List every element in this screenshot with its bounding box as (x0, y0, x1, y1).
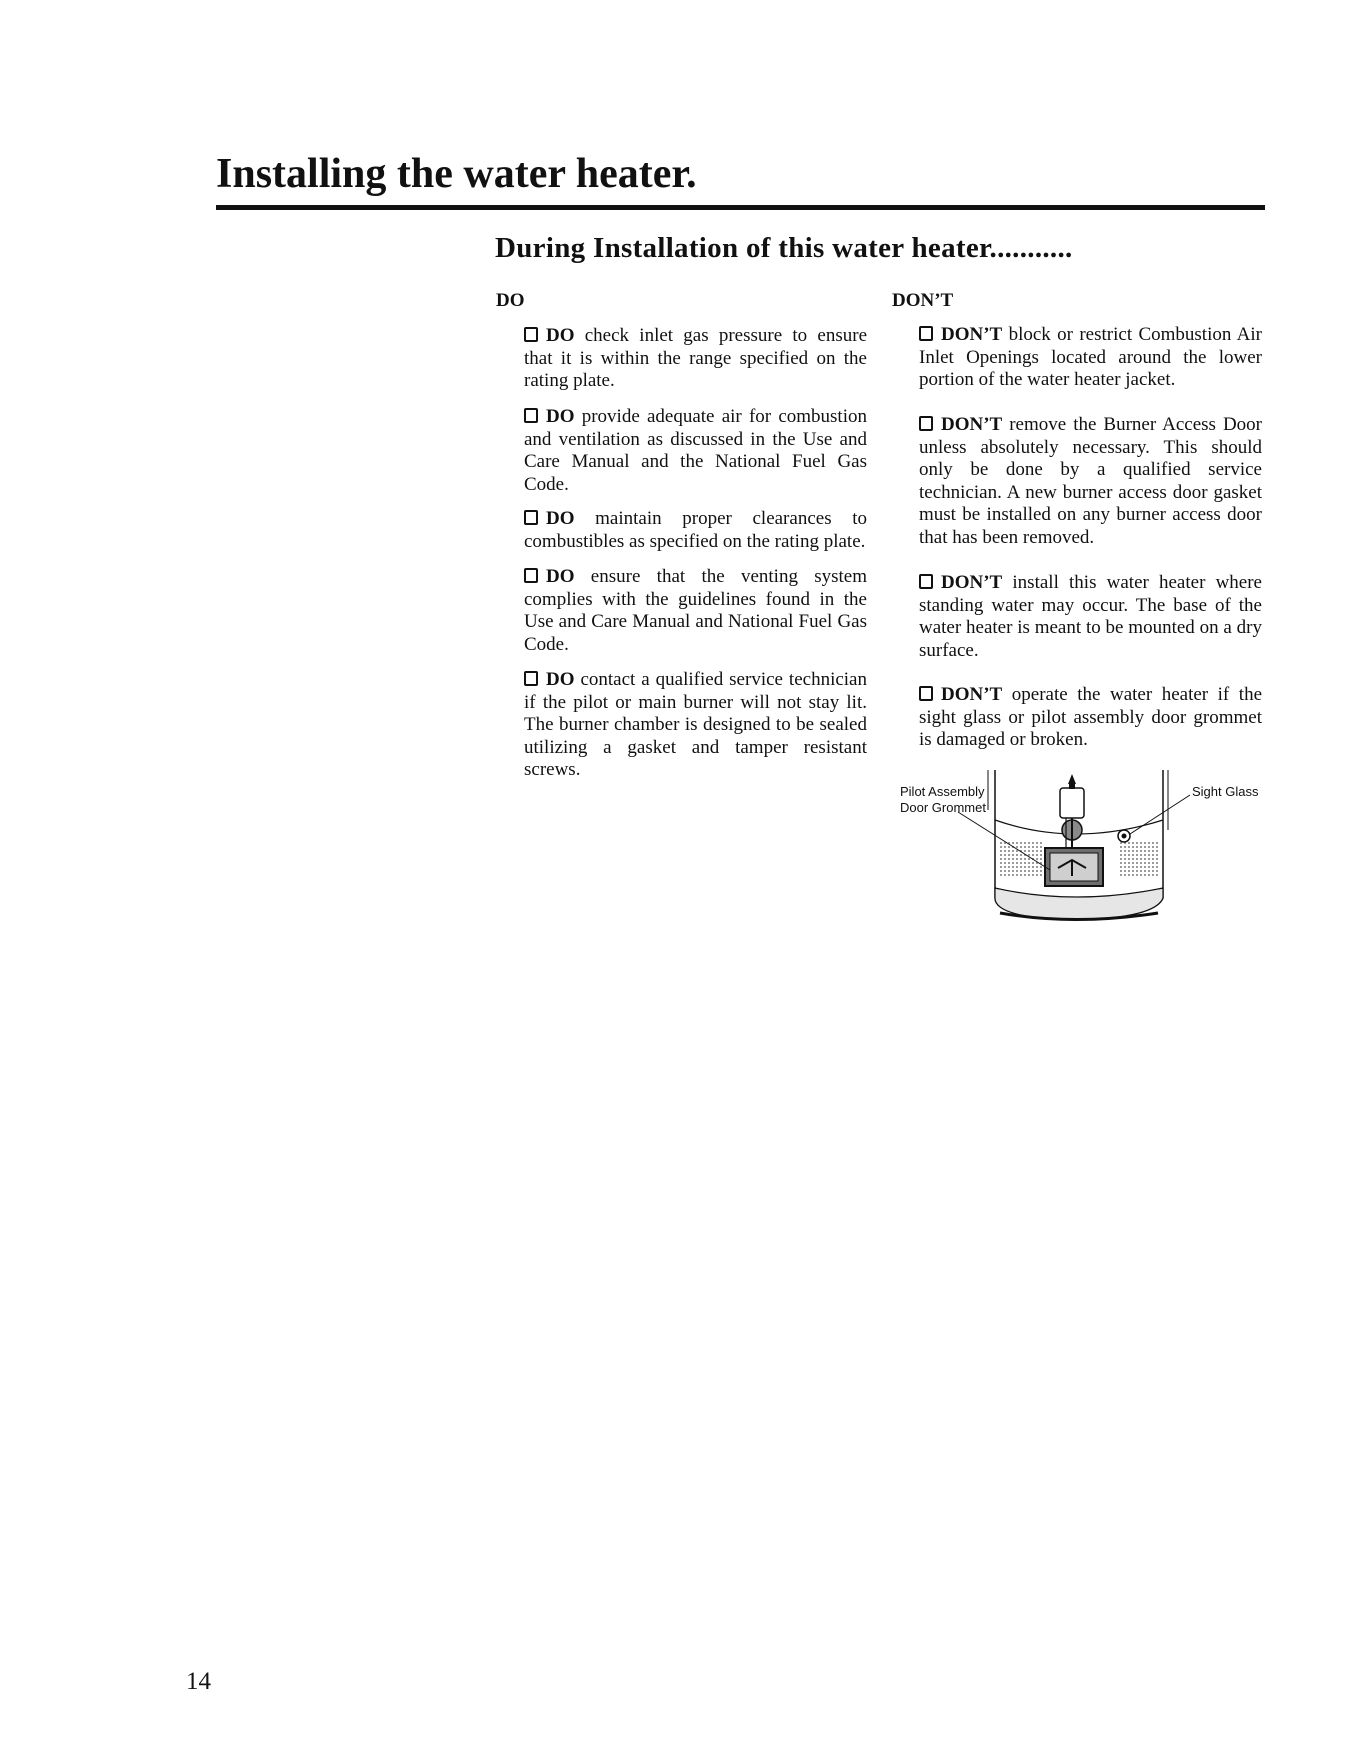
page-number: 14 (186, 1668, 211, 1695)
do-keyword: DO (546, 325, 575, 346)
dont-keyword: DON’T (941, 324, 1003, 345)
do-item-text: check inlet gas pressure to ensure that it is within the range specified on the rating plate. (524, 325, 868, 392)
dont-keyword: DON’T (941, 684, 1003, 705)
sight-glass-label: Sight Glass (1192, 784, 1259, 799)
do-item (524, 406, 867, 496)
dont-column-label: DON’T (892, 290, 954, 311)
dont-item-text: block or restrict Combustion Air Inlet Openings located around the lower portion of the water heater jacket. (919, 324, 1262, 391)
do-item (524, 508, 867, 553)
section-heading: During Installation of this water heater........... (495, 232, 1073, 264)
do-item-text: contact a qualified service technician if the pilot or main burner will not stay lit. The burner chamber is designed to be sealed utilizing a gasket and tamper resistant screws. (524, 669, 867, 781)
dont-item (919, 572, 1262, 662)
checkbox-icon (524, 327, 538, 342)
checkbox-icon (524, 671, 538, 686)
checkbox-icon (524, 510, 538, 525)
do-item (524, 325, 867, 393)
checkbox-icon (919, 416, 933, 431)
do-keyword: DO (546, 669, 575, 690)
dont-item (919, 414, 1262, 550)
checkbox-icon (524, 568, 538, 583)
title-rule (216, 205, 1265, 210)
dont-item-text: operate the water heater if the sight glass or pilot assembly door grommet is damaged or broken. (919, 684, 1262, 751)
dont-item (919, 324, 1262, 392)
do-item-text: maintain proper clearances to combustibles as specified on the rating plate. (524, 508, 867, 552)
do-item (524, 669, 867, 782)
dont-keyword: DON’T (941, 414, 1003, 435)
dont-item-text: install this water heater where standing water may occur. The base of the water heater is meant to be mounted on a dry surface. (919, 572, 1262, 661)
do-column-label: DO (496, 290, 525, 311)
pilot-assembly-label: Pilot Assembly Door Grommet (900, 784, 986, 815)
checkbox-icon (919, 326, 933, 341)
page-title: Installing the water heater. (216, 151, 697, 197)
dont-item (919, 684, 1262, 752)
checkbox-icon (524, 408, 538, 423)
checkbox-icon (919, 686, 933, 701)
do-keyword: DO (546, 406, 575, 427)
do-keyword: DO (546, 566, 575, 587)
dont-item-text: remove the Burner Access Door unless absolutely necessary. This should only be done by a qualified service technician. A new burner access door gasket must be installed on any burner access door that has been removed. (919, 414, 1262, 548)
do-item (524, 566, 867, 656)
water-heater-figure (900, 770, 1265, 930)
do-item-text: provide adequate air for combustion and ventilation as discussed in the Use and Care Manual and the National Fuel Gas Code. (524, 406, 867, 495)
do-item-text: ensure that the venting system complies with the guidelines found in the Use and Care Manual and National Fuel Gas Code. (524, 566, 868, 655)
checkbox-icon (919, 574, 933, 589)
do-keyword: DO (546, 508, 575, 529)
dont-keyword: DON’T (941, 572, 1003, 593)
